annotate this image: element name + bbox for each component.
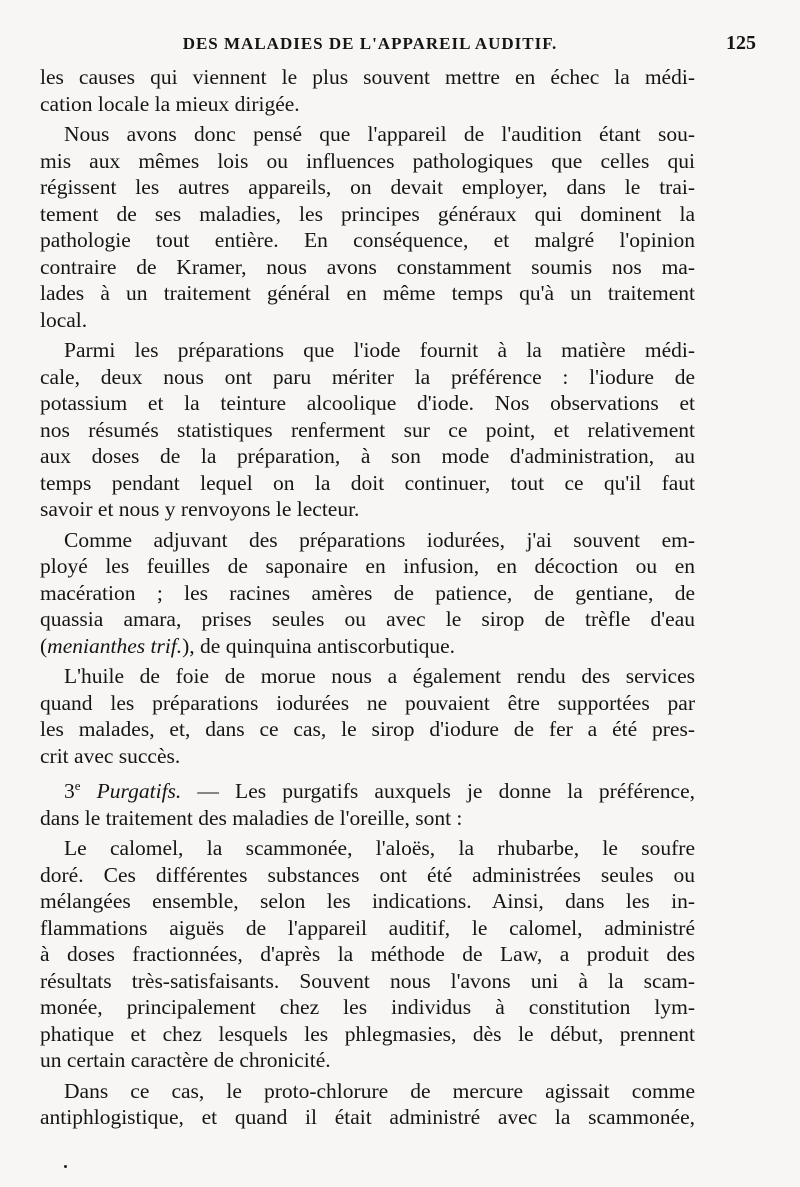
text-line: cation locale la mieux dirigée. [40,91,300,116]
section-number: 3 [64,779,75,804]
text-line: Comme adjuvant des préparations iodurées, j'ai souvent em- [64,527,695,552]
paragraph [40,121,695,333]
text-line: un certain caractère de chronicité. [40,1048,331,1073]
text-line: contraire de Kramer, nous avons constamment soumis nos ma- [40,254,695,279]
text-line: Nous avons donc pensé que l'appareil de l'audition étant sou- [64,122,695,146]
italic-term: menianthes trif. [47,633,183,658]
text-line: cale, deux nous ont paru mériter la préférence : l'iodure de [40,364,695,389]
text-line: doré. Ces différentes substances ont été administrées seules ou [40,862,695,887]
text-line: lades à un traitement général en même temps qu'à un traitement [40,281,695,305]
text-line [40,773,695,805]
section-title: Purgatifs. [96,779,182,804]
text-line: pathologie tout entière. En conséquence, et malgré l'opinion [40,228,695,252]
text-line: potassium et la teinture alcoolique d'iode. Nos observations et [40,391,695,415]
text-line: savoir et nous y renvoyons le lecteur. [40,497,360,521]
superscript: e [74,778,81,793]
text-line: Le calomel, la scammonée, l'aloës, la rhubarbe, le soufre [64,836,695,861]
text-line: ployé les feuilles de saponaire en infusion, en décoction ou en [40,554,695,578]
paragraph [40,835,695,1074]
text-line: mélangées ensemble, selon les indications. Ainsi, dans les in- [40,889,695,914]
page-speck [64,1165,67,1168]
paragraph [40,337,695,523]
text-line: aux doses de la préparation, à son mode d'administration, au [40,444,695,468]
page-number: 125 [726,32,756,54]
text-line: les causes qui viennent le plus souvent mettre en échec la médi- [40,65,695,89]
text-line: temps pendant lequel on la doit continuer, tout ce qu'il faut [40,470,695,495]
line-rest: — Les purgatifs auxquels je donne la préférence, [181,779,696,804]
text-line: macération ; les racines amères de patience, de gentiane, de [40,580,695,605]
text-line: quand les préparations iodurées ne pouvaient être supportées par [40,690,695,715]
text-line: tement de ses maladies, les principes généraux qui dominent la [40,201,695,226]
body-text [40,64,695,1131]
text-line [40,633,695,660]
text-line: dans le traitement des maladies de l'oreille, sont : [40,805,463,830]
text-line: monée, principalement chez les individus à constitution lym- [40,995,695,1020]
paragraph [40,1078,695,1131]
text-line: nos résumés statistiques renferment sur ce point, et relativement [40,417,695,442]
open-paren: ( [40,633,48,658]
running-title: DES MALADIES DE L'APPAREIL AUDITIF. [182,34,558,53]
running-head [40,30,756,60]
text-line: Parmi les préparations que l'iode fournit à la matière médi- [64,338,695,362]
text-line: quassia amara, prises seules ou avec le sirop de trèfle d'eau [40,607,695,631]
text-line: les malades, et, dans ce cas, le sirop d'iodure de fer a été pres- [40,717,695,741]
text-line: crit avec succès. [40,743,181,768]
text-line: Dans ce cas, le proto-chlorure de mercure agissait comme [64,1078,695,1103]
text-line: résultats très-satisfaisants. Souvent nous l'avons uni à la scam- [40,968,695,993]
text-line: régissent les autres appareils, on devait employer, dans le trai- [40,175,695,199]
paragraph [40,64,695,117]
text-line: à doses fractionnées, d'après la méthode de Law, a produit des [40,942,695,967]
text-line: mis aux mêmes lois ou influences pathologiques que celles qui [40,148,695,173]
text-line: local. [40,307,88,332]
paragraph [40,527,695,660]
paragraph [40,773,695,831]
text-line: phatique et chez lesquels les phlegmasies, dès le début, prennent [40,1021,695,1046]
text-line: L'huile de foie de morue nous a également rendu des services [64,664,695,688]
text-line: antiphlogistique, et quand il était administré avec la scammonée, [40,1105,695,1130]
paragraph [40,663,695,769]
text-line: flammations aiguës de l'appareil auditif, le calomel, administré [40,915,695,940]
line-rest: ), de quinquina antiscorbutique. [182,633,456,658]
